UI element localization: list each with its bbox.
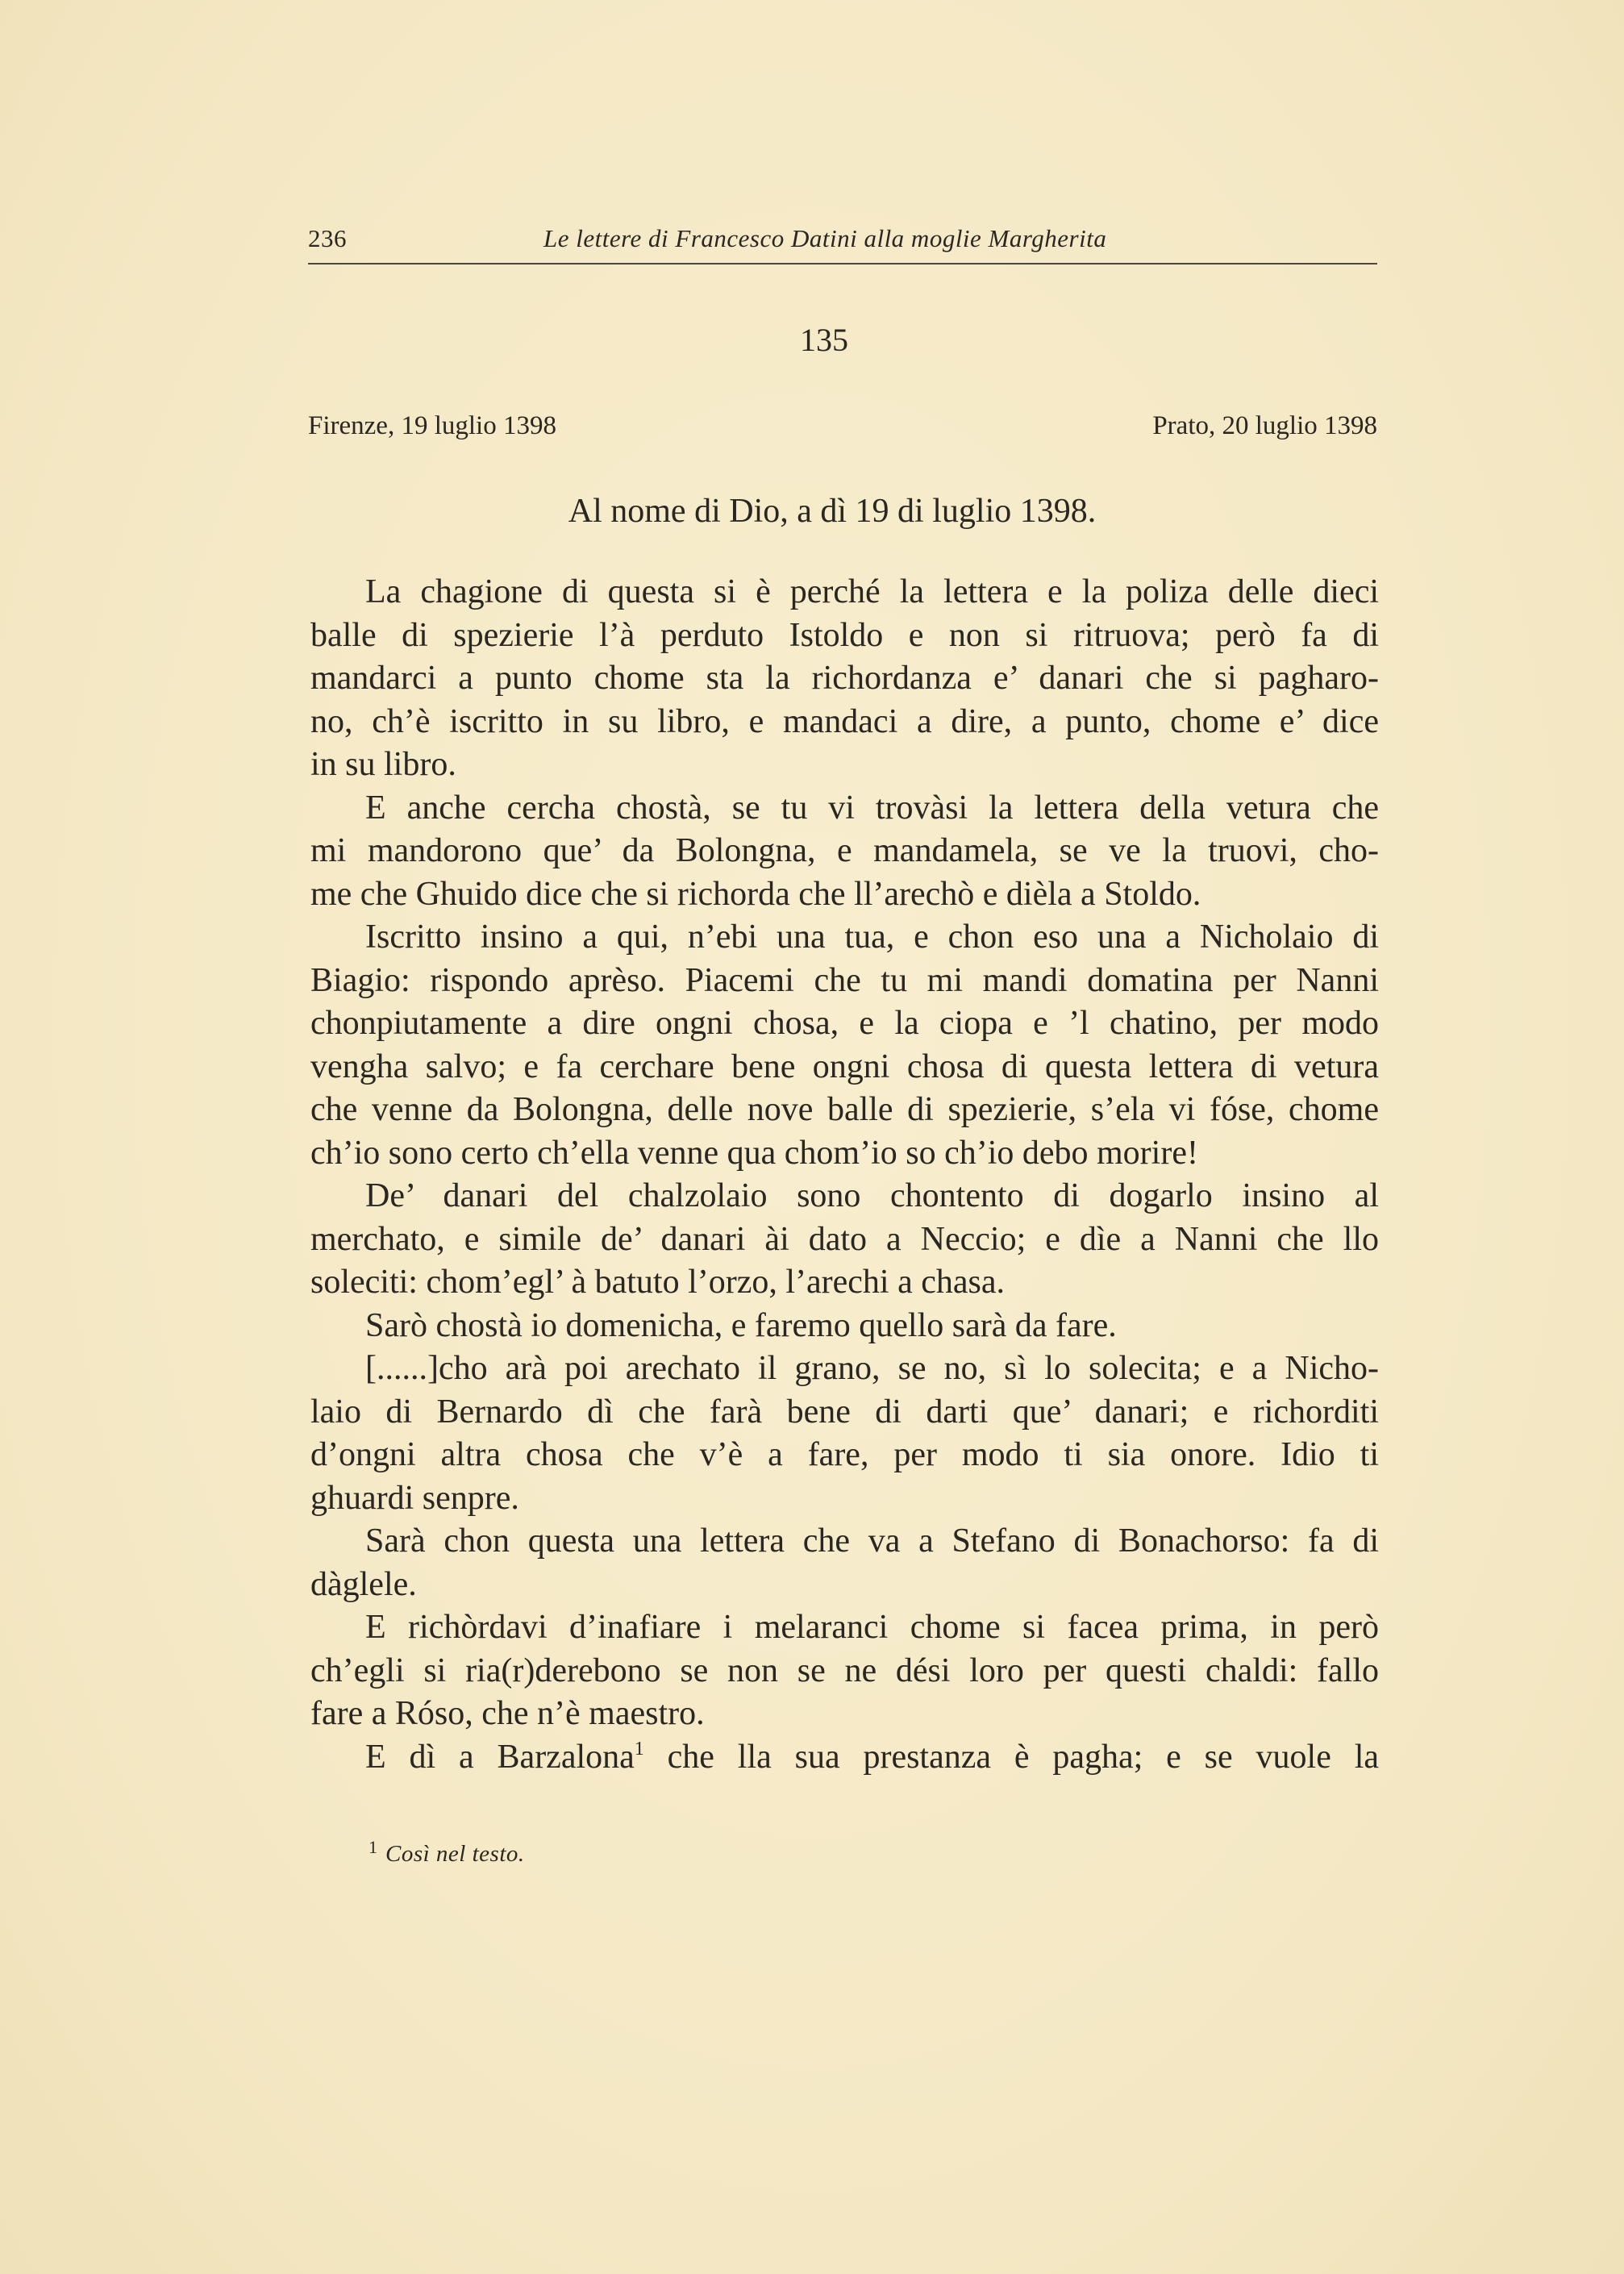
footnote-reference: 1	[634, 1738, 644, 1760]
text-line: Sarò chostà io domenicha, e faremo quello sarà da fare.	[365, 1306, 1117, 1344]
text-line: La chagione di questa si è perché la lettera e la poliza delle dieci	[365, 573, 1379, 610]
text-fragment: E dì a Barzalona	[365, 1738, 635, 1776]
page-header	[308, 224, 1377, 264]
text-line: [......]cho arà poi arechato il grano, se no, sì lo solecita; e a Nicho-	[365, 1350, 1379, 1387]
letter-number: 135	[800, 322, 848, 358]
salutation: Al nome di Dio, a dì 19 di luglio 1398.	[568, 493, 1097, 530]
text-line-with-footnote	[310, 1736, 1379, 1780]
footnote-text: Così nel testo.	[385, 1841, 525, 1867]
place-to: Prato, 20 luglio 1398	[1152, 411, 1377, 440]
text-line: vengha salvo; e fa cerchare bene ongni chosa di questa lettera di vetura	[310, 1047, 1379, 1085]
text-line: merchato, e simile de’ danari ài dato a Neccio; e dìe a Nanni che llo	[310, 1220, 1379, 1258]
text-line: laio di Bernardo dì che farà bene di darti que’ danari; e richorditi	[310, 1393, 1379, 1431]
text-line: d’ongni altra chosa che v’è a fare, per modo ti sia onore. Idio ti	[310, 1436, 1379, 1473]
footnote	[369, 1837, 525, 1868]
text-line: E richòrdavi d’inafiare i melaranci chome si facea prima, in però	[365, 1609, 1379, 1646]
text-line: chonpiutamente a dire ongni chosa, e la ciopa e ’l chatino, per modo	[310, 1005, 1379, 1042]
text-line: ghuardi senpre.	[310, 1479, 519, 1517]
text-line: Iscritto insino a qui, n’ebi una tua, e chon eso una a Nicholaio di	[365, 918, 1379, 956]
text-line: me che Ghuido dice che si richorda che ll’arechò e dièla a Stoldo.	[310, 875, 1201, 913]
text-line: Sarà chon questa una lettera che va a Stefano di Bonachorso: fa di	[365, 1522, 1379, 1560]
text-line: balle di spezierie l’à perduto Istoldo e non si ritruova; però fa di	[310, 616, 1379, 654]
text-line: dàglele.	[310, 1565, 417, 1603]
text-line: fare a Róso, che n’è maestro.	[310, 1695, 705, 1732]
text-line: ch’io sono certo ch’ella venne qua chom’io so ch’io debo morire!	[310, 1134, 1198, 1172]
text-line: ch’egli si ria(r)derebono se non se ne dési loro per questi chaldi: fallo	[310, 1651, 1379, 1689]
page-number: 236	[308, 224, 347, 252]
letter-body	[310, 571, 1379, 1779]
text-line: in su libro.	[310, 746, 456, 783]
text-line: mi mandorono que’ da Bolongna, e mandamela, se ve la truovi, cho-	[310, 832, 1379, 869]
running-title: Le lettere di Francesco Datini alla moglie Margherita	[543, 224, 1107, 252]
text-line: no, ch’è iscritto in su libro, e mandaci a dire, a punto, chome e’ dice	[310, 702, 1379, 740]
text-line: che venne da Bolongna, delle nove balle di spezierie, s’ela vi fóse, chome	[310, 1091, 1379, 1128]
footnote-number: 1	[369, 1837, 377, 1857]
text-fragment: che lla sua prestanza è pagha; e se vuole la	[667, 1738, 1380, 1776]
text-line: E anche cercha chostà, se tu vi trovàsi la lettera della vetura che	[365, 789, 1379, 827]
place-from: Firenze, 19 luglio 1398	[308, 411, 556, 440]
text-line: Biagio: rispondo aprèso. Piacemi che tu mi mandi domatina per Nanni	[310, 961, 1379, 999]
text-line: soleciti: chom’egl’ à batuto l’orzo, l’arechi a chasa.	[310, 1264, 1005, 1301]
text-line: De’ danari del chalzolaio sono chontento di dogarlo insino al	[365, 1177, 1379, 1214]
text-line: mandarci a punto chome sta la richordanza e’ danari che si pagharo-	[310, 660, 1379, 697]
